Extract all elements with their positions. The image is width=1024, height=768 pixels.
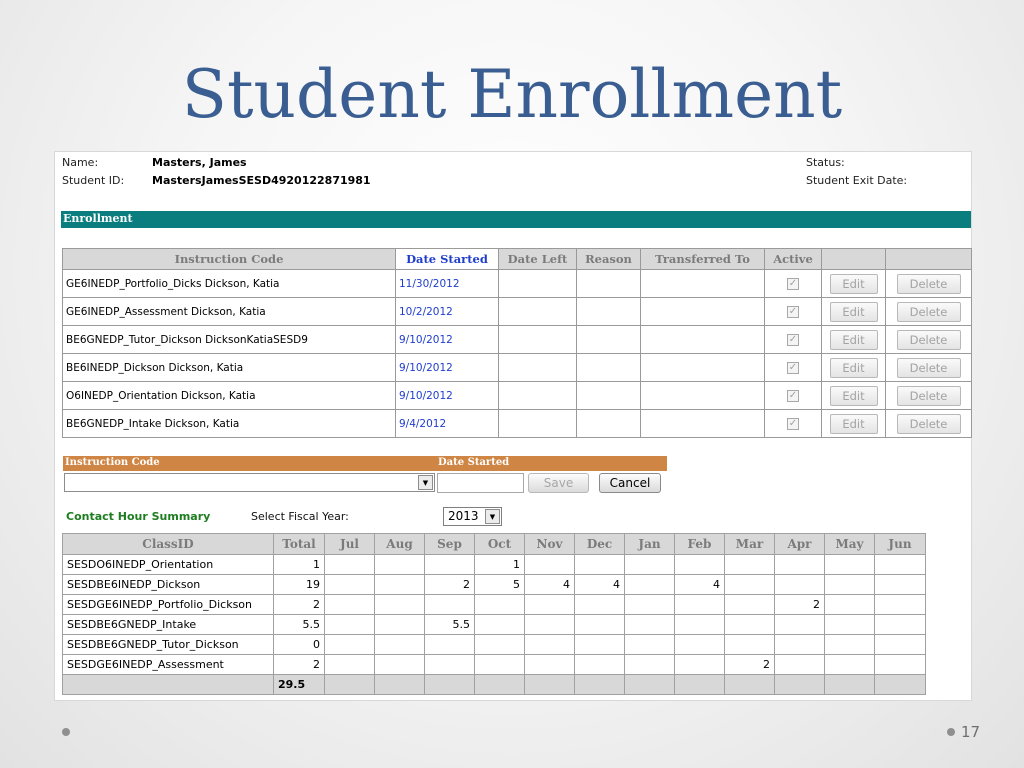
- month-hours-cell: [575, 655, 625, 675]
- month-hours-cell: [825, 615, 875, 635]
- edit-cell: [822, 410, 886, 438]
- active-cell: [765, 410, 822, 438]
- reason-cell: [577, 410, 641, 438]
- month-hours-cell: [375, 615, 425, 635]
- total-hours-cell: 0: [274, 635, 325, 655]
- fiscal-year-value: 2013: [448, 509, 479, 523]
- class-id-cell: SESDBE6INEDP_Dickson: [63, 575, 274, 595]
- date-left-cell: [499, 326, 577, 354]
- month-hours-cell: [875, 635, 926, 655]
- month-hours-cell: [575, 615, 625, 635]
- page-number: 17: [961, 723, 981, 741]
- active-checkbox[interactable]: ✓: [788, 334, 798, 345]
- edit-cell: [822, 382, 886, 410]
- col-feb: Feb: [675, 534, 725, 555]
- col-may: May: [825, 534, 875, 555]
- month-hours-cell: [525, 655, 575, 675]
- col-mar: Mar: [725, 534, 775, 555]
- date-started-cell: 10/2/2012: [396, 298, 499, 326]
- month-hours-cell: [875, 575, 926, 595]
- month-hours-cell: [725, 635, 775, 655]
- enrollment-table: [62, 248, 972, 438]
- month-hours-cell: [775, 575, 825, 595]
- month-hours-cell: [775, 635, 825, 655]
- enrollment-section-header: Enrollment: [61, 211, 971, 228]
- month-hours-cell: [375, 595, 425, 615]
- month-hours-cell: [575, 635, 625, 655]
- month-hours-cell: [825, 635, 875, 655]
- contact-hours-row: [63, 655, 926, 675]
- month-hours-cell: 4: [575, 575, 625, 595]
- month-hours-cell: [825, 555, 875, 575]
- month-hours-cell: [525, 595, 575, 615]
- col-jun: Jun: [875, 534, 926, 555]
- edit-cell: [822, 270, 886, 298]
- total-hours-cell: 19: [274, 575, 325, 595]
- delete-button[interactable]: Delete: [897, 274, 961, 294]
- month-hours-cell: [325, 575, 375, 595]
- total-hours-cell: 2: [274, 595, 325, 615]
- delete-cell: [886, 326, 972, 354]
- grand-total-cell: 29.5: [274, 675, 325, 695]
- col-transferred-to[interactable]: Transferred To: [641, 249, 765, 270]
- save-button[interactable]: Save: [528, 473, 589, 493]
- class-id-cell: SESDGE6INEDP_Assessment: [63, 655, 274, 675]
- month-hours-cell: [875, 555, 926, 575]
- month-hours-cell: [775, 615, 825, 635]
- date-started-input[interactable]: [437, 473, 524, 493]
- month-hours-cell: [425, 555, 475, 575]
- active-cell: [765, 326, 822, 354]
- enrollment-row: [63, 298, 972, 326]
- month-hours-cell: [775, 555, 825, 575]
- month-hours-cell: [675, 655, 725, 675]
- status-label: Status:: [806, 156, 845, 169]
- contact-hours-row: [63, 555, 926, 575]
- month-hours-cell: [725, 595, 775, 615]
- month-hours-cell: [325, 555, 375, 575]
- delete-cell: [886, 410, 972, 438]
- enrollment-row: [63, 382, 972, 410]
- month-hours-cell: [625, 595, 675, 615]
- delete-button[interactable]: Delete: [897, 358, 961, 378]
- class-id-cell: SESDGE6INEDP_Portfolio_Dickson: [63, 595, 274, 615]
- month-hours-cell: [725, 575, 775, 595]
- month-hours-cell: [575, 595, 625, 615]
- month-hours-cell: [725, 555, 775, 575]
- delete-button[interactable]: Delete: [897, 302, 961, 322]
- col-reason[interactable]: Reason: [577, 249, 641, 270]
- reason-cell: [577, 382, 641, 410]
- enrollment-row: [63, 270, 972, 298]
- month-hours-cell: [525, 615, 575, 635]
- reason-cell: [577, 326, 641, 354]
- left-dot-decoration: [62, 728, 70, 736]
- delete-button[interactable]: Delete: [897, 386, 961, 406]
- date-started-cell: 9/10/2012: [396, 354, 499, 382]
- col-apr: Apr: [775, 534, 825, 555]
- empty-total-cell: [525, 675, 575, 695]
- month-hours-cell: [325, 635, 375, 655]
- month-hours-cell: 5: [475, 575, 525, 595]
- contact-hours-header-row: [63, 534, 926, 555]
- contact-hour-summary-title: Contact Hour Summary: [66, 510, 211, 523]
- edit-button[interactable]: Edit: [830, 386, 878, 406]
- chevron-down-icon[interactable]: ▼: [418, 475, 433, 490]
- col-date-started[interactable]: Date Started: [396, 249, 499, 270]
- transferred-to-cell: [641, 354, 765, 382]
- active-cell: [765, 354, 822, 382]
- date-left-cell: [499, 270, 577, 298]
- empty-total-cell: [375, 675, 425, 695]
- instruction-code-cell: GE6INEDP_Portfolio_Dicks Dickson, Katia: [63, 270, 396, 298]
- month-hours-cell: 2: [725, 655, 775, 675]
- delete-cell: [886, 298, 972, 326]
- date-left-cell: [499, 298, 577, 326]
- delete-cell: [886, 354, 972, 382]
- instruction-code-label: Instruction Code: [65, 457, 160, 468]
- month-hours-cell: [325, 615, 375, 635]
- month-hours-cell: [525, 555, 575, 575]
- active-cell: [765, 298, 822, 326]
- enrollment-screenshot: [54, 151, 972, 701]
- transferred-to-cell: [641, 298, 765, 326]
- month-hours-cell: 4: [525, 575, 575, 595]
- month-hours-cell: [625, 555, 675, 575]
- col-date-left[interactable]: Date Left: [499, 249, 577, 270]
- date-started-cell: 9/10/2012: [396, 326, 499, 354]
- instruction-code-cell: O6INEDP_Orientation Dickson, Katia: [63, 382, 396, 410]
- instruction-code-cell: BE6INEDP_Dickson Dickson, Katia: [63, 354, 396, 382]
- instruction-code-cell: BE6GNEDP_Intake Dickson, Katia: [63, 410, 396, 438]
- cancel-button[interactable]: Cancel: [599, 473, 661, 493]
- month-hours-cell: [725, 615, 775, 635]
- month-hours-cell: [325, 655, 375, 675]
- month-hours-cell: [475, 655, 525, 675]
- empty-total-cell: [625, 675, 675, 695]
- date-started-cell: 9/10/2012: [396, 382, 499, 410]
- chevron-down-icon[interactable]: ▼: [485, 509, 500, 524]
- fiscal-year-label: Select Fiscal Year:: [251, 510, 349, 523]
- active-checkbox[interactable]: ✓: [788, 306, 798, 317]
- contact-hours-row: [63, 595, 926, 615]
- student-name: Masters, James: [152, 156, 247, 169]
- student-id-label: Student ID:: [62, 174, 125, 187]
- month-hours-cell: [625, 635, 675, 655]
- edit-button[interactable]: Edit: [830, 358, 878, 378]
- col-classid: ClassID: [63, 534, 274, 555]
- total-hours-cell: 2: [274, 655, 325, 675]
- contact-hours-row: [63, 635, 926, 655]
- delete-cell: [886, 270, 972, 298]
- instruction-code-cell: BE6GNEDP_Tutor_Dickson DicksonKatiaSESD9: [63, 326, 396, 354]
- enrollment-header-row: [63, 249, 972, 270]
- empty-total-cell: [575, 675, 625, 695]
- grand-total-row: [63, 675, 926, 695]
- total-hours-cell: 5.5: [274, 615, 325, 635]
- fiscal-year-select[interactable]: [443, 507, 502, 526]
- month-hours-cell: [675, 635, 725, 655]
- slide-title: Student Enrollment: [181, 56, 843, 133]
- month-hours-cell: [475, 635, 525, 655]
- reason-cell: [577, 354, 641, 382]
- active-checkbox[interactable]: ✓: [788, 418, 798, 429]
- empty-total-cell: [775, 675, 825, 695]
- month-hours-cell: 1: [475, 555, 525, 575]
- enrollment-row: [63, 410, 972, 438]
- month-hours-cell: [375, 655, 425, 675]
- contact-hours-row: [63, 575, 926, 595]
- month-hours-cell: [375, 555, 425, 575]
- month-hours-cell: [325, 595, 375, 615]
- month-hours-cell: [425, 595, 475, 615]
- month-hours-cell: [575, 555, 625, 575]
- enrollment-row: [63, 326, 972, 354]
- col-edit: [822, 249, 886, 270]
- edit-button[interactable]: Edit: [830, 414, 878, 434]
- month-hours-cell: [425, 655, 475, 675]
- month-hours-cell: 2: [425, 575, 475, 595]
- empty-total-cell: [825, 675, 875, 695]
- delete-button[interactable]: Delete: [897, 414, 961, 434]
- month-hours-cell: [675, 555, 725, 575]
- active-checkbox[interactable]: ✓: [788, 362, 798, 373]
- active-cell: [765, 382, 822, 410]
- date-left-cell: [499, 410, 577, 438]
- col-dec: Dec: [575, 534, 625, 555]
- col-delete: [886, 249, 972, 270]
- date-left-cell: [499, 382, 577, 410]
- month-hours-cell: [625, 575, 675, 595]
- month-hours-cell: 2: [775, 595, 825, 615]
- empty-total-cell: [675, 675, 725, 695]
- empty-total-cell: [63, 675, 274, 695]
- month-hours-cell: [825, 655, 875, 675]
- month-hours-cell: [475, 595, 525, 615]
- transferred-to-cell: [641, 326, 765, 354]
- student-id: MastersJamesSESD4920122871981: [152, 174, 371, 187]
- col-jul: Jul: [325, 534, 375, 555]
- empty-total-cell: [425, 675, 475, 695]
- month-hours-cell: 5.5: [425, 615, 475, 635]
- right-dot-decoration: [947, 728, 955, 736]
- empty-total-cell: [725, 675, 775, 695]
- empty-total-cell: [325, 675, 375, 695]
- add-enrollment-header: [63, 456, 667, 471]
- active-checkbox[interactable]: ✓: [788, 278, 798, 289]
- class-id-cell: SESDBE6GNEDP_Intake: [63, 615, 274, 635]
- month-hours-cell: [425, 635, 475, 655]
- month-hours-cell: [825, 575, 875, 595]
- date-started-cell: 11/30/2012: [396, 270, 499, 298]
- edit-cell: [822, 326, 886, 354]
- delete-cell: [886, 382, 972, 410]
- reason-cell: [577, 298, 641, 326]
- month-hours-cell: [475, 615, 525, 635]
- col-instruction-code[interactable]: Instruction Code: [63, 249, 396, 270]
- col-oct: Oct: [475, 534, 525, 555]
- exit-date-label: Student Exit Date:: [806, 174, 908, 187]
- date-left-cell: [499, 354, 577, 382]
- transferred-to-cell: [641, 270, 765, 298]
- date-started-label: Date Started: [438, 457, 510, 468]
- total-hours-cell: 1: [274, 555, 325, 575]
- instruction-code-select[interactable]: [64, 473, 435, 492]
- enrollment-row: [63, 354, 972, 382]
- month-hours-cell: [625, 615, 675, 635]
- reason-cell: [577, 270, 641, 298]
- class-id-cell: SESDBE6GNEDP_Tutor_Dickson: [63, 635, 274, 655]
- month-hours-cell: [525, 635, 575, 655]
- active-cell: [765, 270, 822, 298]
- month-hours-cell: [875, 655, 926, 675]
- col-jan: Jan: [625, 534, 675, 555]
- date-started-cell: 9/4/2012: [396, 410, 499, 438]
- month-hours-cell: [625, 655, 675, 675]
- class-id-cell: SESDO6INEDP_Orientation: [63, 555, 274, 575]
- transferred-to-cell: [641, 382, 765, 410]
- month-hours-cell: [375, 635, 425, 655]
- contact-hours-row: [63, 615, 926, 635]
- edit-button[interactable]: Edit: [830, 330, 878, 350]
- month-hours-cell: [675, 615, 725, 635]
- empty-total-cell: [475, 675, 525, 695]
- col-aug: Aug: [375, 534, 425, 555]
- month-hours-cell: [375, 575, 425, 595]
- col-total: Total: [274, 534, 325, 555]
- col-nov: Nov: [525, 534, 575, 555]
- month-hours-cell: [875, 615, 926, 635]
- col-sep: Sep: [425, 534, 475, 555]
- delete-button[interactable]: Delete: [897, 330, 961, 350]
- edit-button[interactable]: Edit: [830, 274, 878, 294]
- transferred-to-cell: [641, 410, 765, 438]
- month-hours-cell: [775, 655, 825, 675]
- name-label: Name:: [62, 156, 99, 169]
- active-checkbox[interactable]: ✓: [788, 390, 798, 401]
- month-hours-cell: [825, 595, 875, 615]
- edit-button[interactable]: Edit: [830, 302, 878, 322]
- edit-cell: [822, 298, 886, 326]
- month-hours-cell: [675, 595, 725, 615]
- month-hours-cell: 4: [675, 575, 725, 595]
- empty-total-cell: [875, 675, 926, 695]
- contact-hours-table: [62, 533, 926, 695]
- month-hours-cell: [875, 595, 926, 615]
- edit-cell: [822, 354, 886, 382]
- instruction-code-cell: GE6INEDP_Assessment Dickson, Katia: [63, 298, 396, 326]
- col-active[interactable]: Active: [765, 249, 822, 270]
